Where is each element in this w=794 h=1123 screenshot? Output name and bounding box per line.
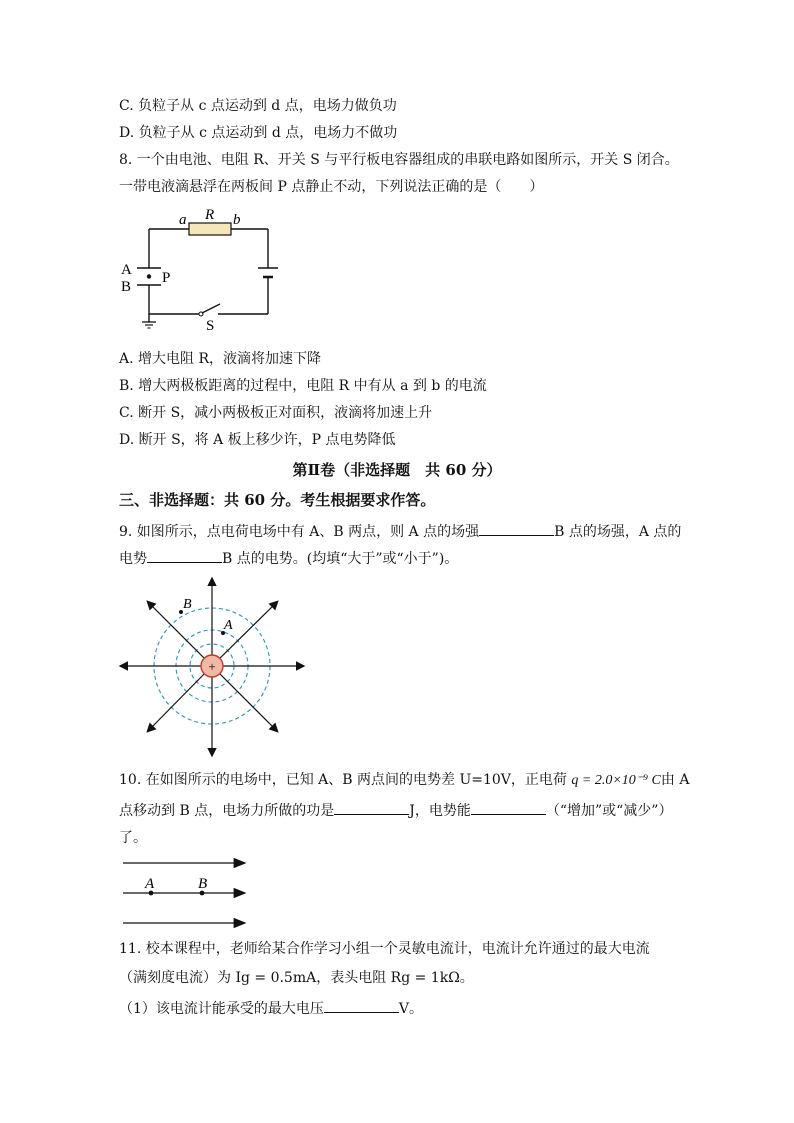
q10-blank-1[interactable] xyxy=(334,800,409,815)
q10-stem-line1: 10. 在如图所示的电场中，已知 A、B 两点间的电势差 U=10V，正电荷 q = 2.0×10⁻⁹ C由 A xyxy=(119,772,690,788)
label-plate-b: B xyxy=(121,279,132,295)
q8-option-c: C. 断开 S，减小两极板正对面积，液滴将加速上升 xyxy=(119,405,433,421)
q10-stem-line2: 点移动到 B 点，电场力所做的功是 J，电势能 （“增加”或“减少”） xyxy=(119,800,672,821)
label-b: B xyxy=(198,876,208,892)
point-p xyxy=(147,274,151,278)
label-a: A xyxy=(145,876,155,892)
q11-blank-1[interactable] xyxy=(324,998,399,1013)
plus-sign: + xyxy=(208,659,216,674)
q8-option-b: B. 增大两极板距离的过程中，电阻 R 中有从 a 到 b 的电流 xyxy=(119,378,487,394)
label-b: b xyxy=(233,212,241,228)
section-heading: 三、非选择题：共 60 分。考生根据要求作答。 xyxy=(119,491,436,509)
q9-stem-line2: 电势 B 点的电势。(均填“大于”或“小于”)。 xyxy=(119,548,458,569)
q10-uniform-field-diagram xyxy=(120,853,252,933)
label-a: a xyxy=(179,212,187,228)
label-plate-a: A xyxy=(121,262,132,278)
q8-stem-line1: 8. 一个由电池、电阻 R、开关 S 与平行板电容器组成的串联电路如图所示，开关 S 闭合。 xyxy=(119,152,679,168)
q10-charge: q = 2.0×10⁻⁹ C xyxy=(571,773,661,788)
q7-option-c: C. 负粒子从 c 点运动到 d 点，电场力做负功 xyxy=(119,98,397,114)
label-a: A xyxy=(224,618,233,633)
label-s: S xyxy=(206,318,215,334)
q11-stem-line1: 11. 校本课程中，老师给某合作学习小组一个灵敏电流计，电流计允许通过的最大电流 xyxy=(119,941,650,957)
q9-point-charge-field-diagram xyxy=(119,575,305,761)
q8-stem-line2: 一带电液滴悬浮在两板间 P 点静止不动，下列说法正确的是（ ） xyxy=(119,179,544,195)
section-title: 第Ⅱ卷（非选择题 共 60 分） xyxy=(292,461,502,479)
label-b: B xyxy=(183,597,192,612)
q7-option-d: D. 负粒子从 c 点运动到 d 点，电场力不做功 xyxy=(119,125,398,141)
label-r: R xyxy=(205,207,215,223)
switch-s xyxy=(202,304,220,313)
resistor-r xyxy=(189,223,231,235)
q10-stem-line3: 了。 xyxy=(119,830,147,846)
q8-option-a: A. 增大电阻 R，液滴将加速下降 xyxy=(119,351,322,367)
label-p: P xyxy=(162,270,171,286)
q8-option-d: D. 断开 S，将 A 板上移少许，P 点电势降低 xyxy=(119,432,396,448)
q10-blank-2[interactable] xyxy=(471,800,546,815)
q8-circuit-diagram xyxy=(118,204,288,336)
q11-stem-line2: （满刻度电流）为 Ig = 0.5mA，表头电阻 Rg = 1kΩ。 xyxy=(119,970,474,986)
q11-part1: （1）该电流计能承受的最大电压 V。 xyxy=(119,998,423,1019)
q9-stem-line1: 9. 如图所示，点电荷电场中有 A、B 两点，则 A 点的场强 B 点的场强，A 点的 xyxy=(119,521,681,542)
q9-blank-2[interactable] xyxy=(147,548,222,563)
q9-blank-1[interactable] xyxy=(479,521,554,536)
